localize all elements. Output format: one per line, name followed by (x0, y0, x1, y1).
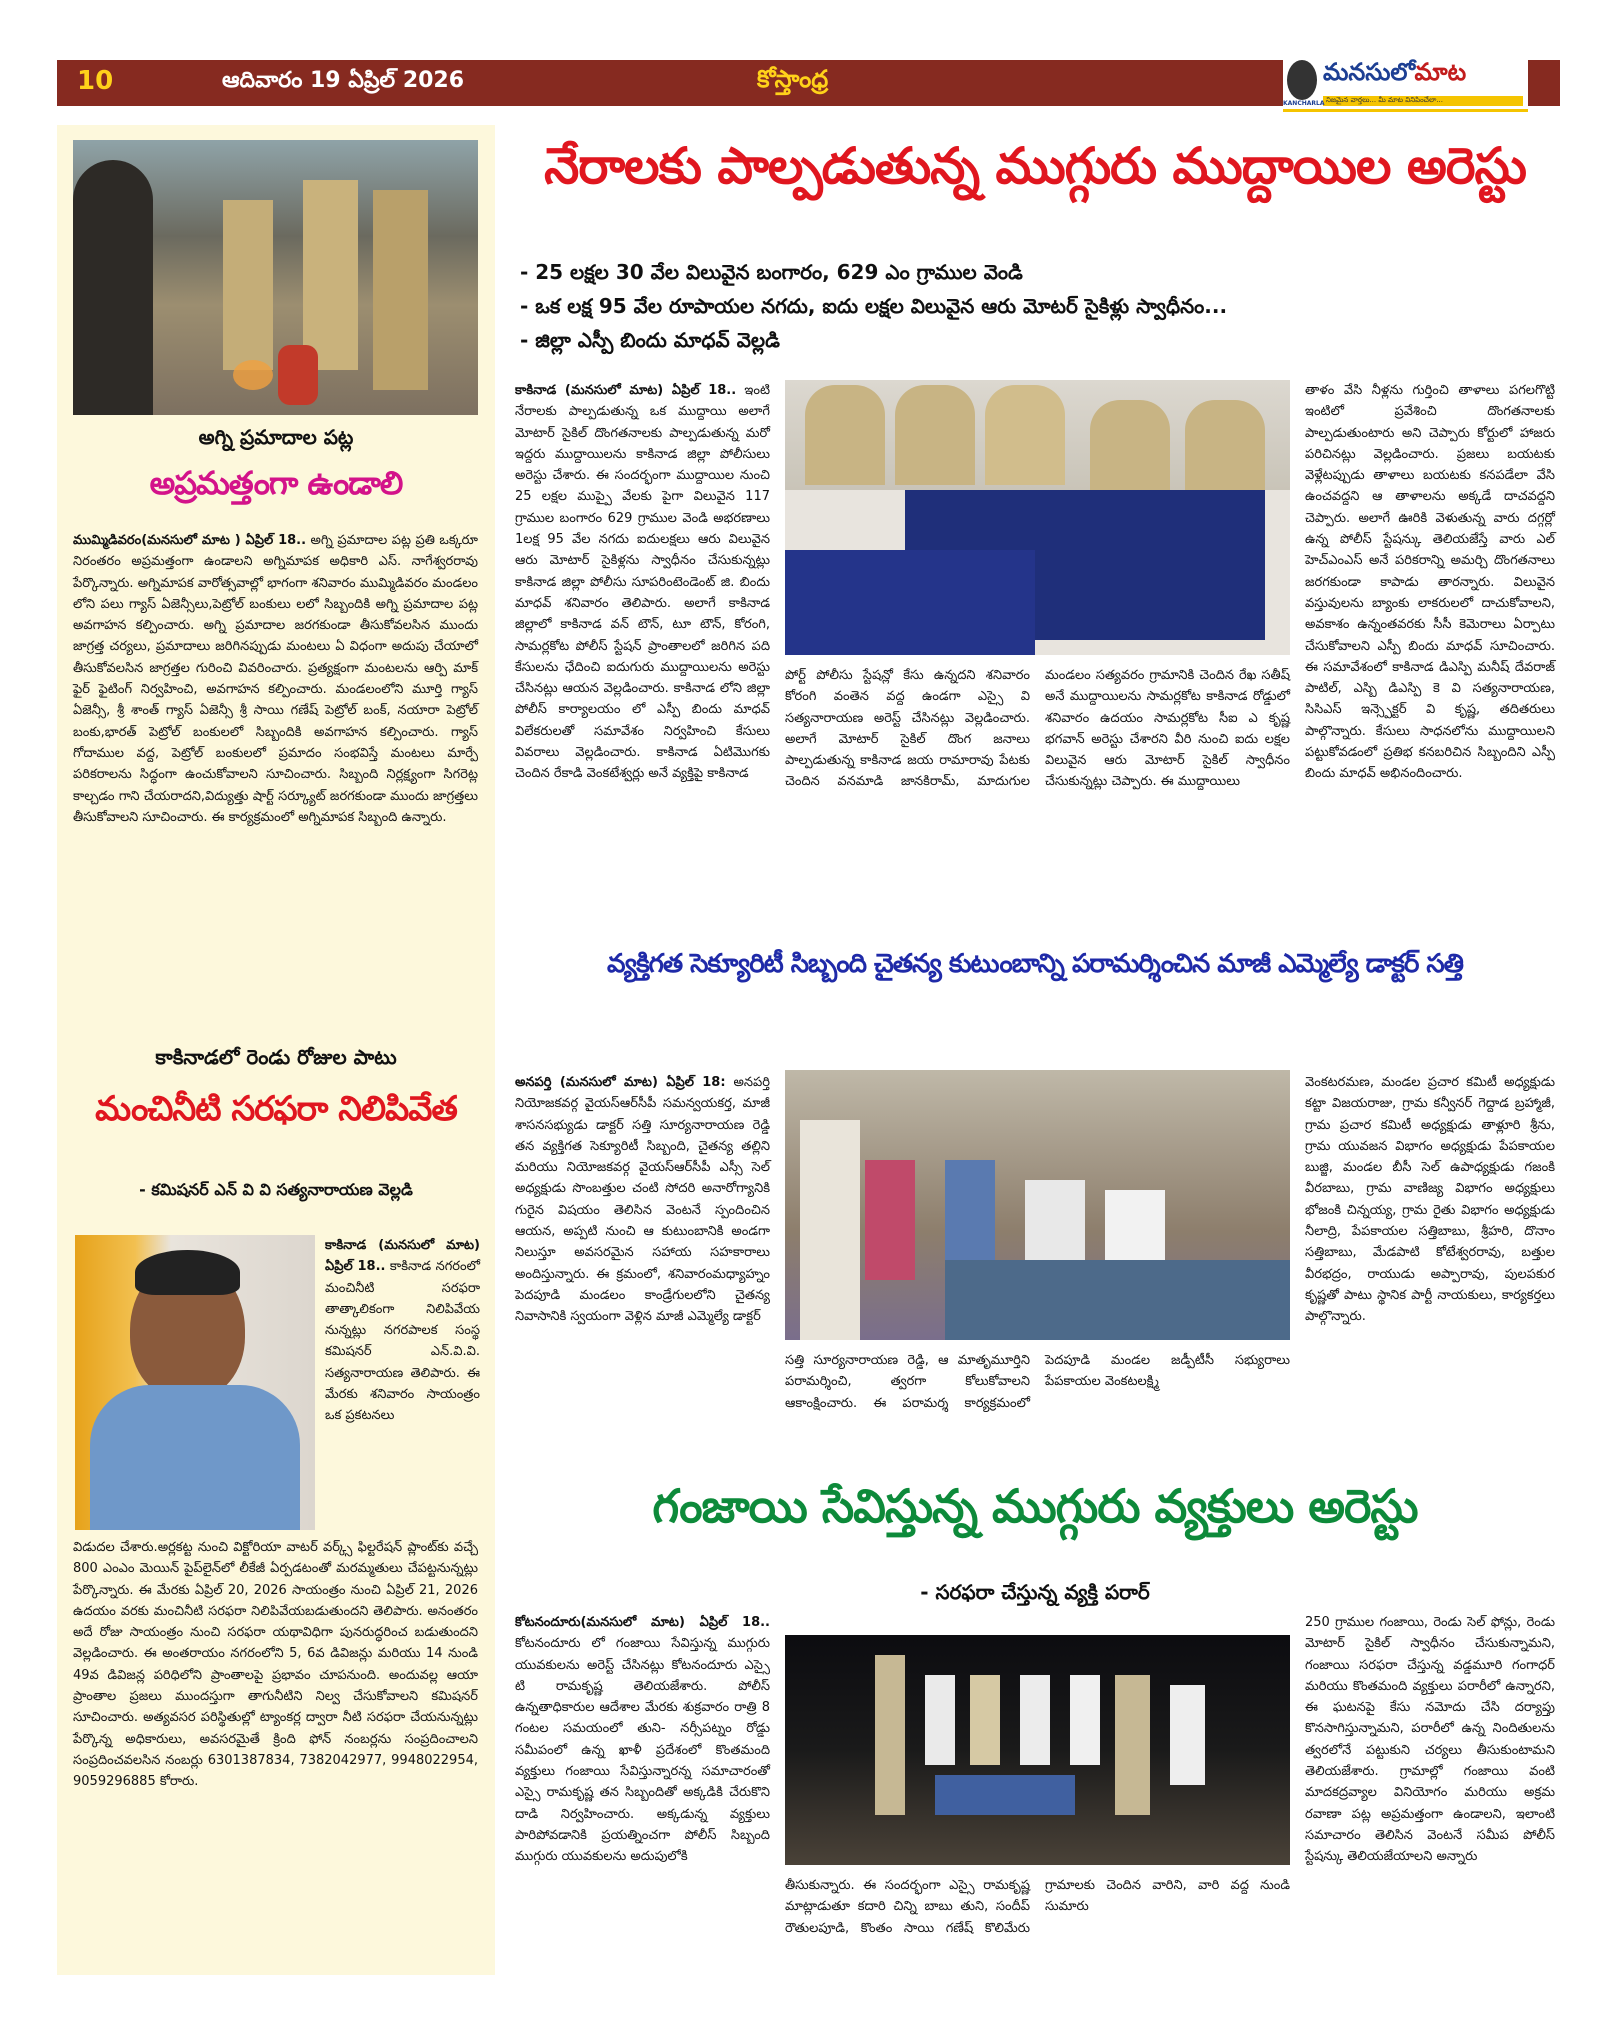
article-text: ఇంటి నేరాలకు పాల్పడుతున్న ఒక ముద్దాయి అలాగే మోటార్ సైకిల్ దొంగతనాలకు పాల్పడుతున్న మరో ఇద్దరు ముద్దాయిలను కాకినాడ జిల్లా పోలీసులు అరెస్టు చేశారు. ఈ సందర్భంగా ముద్దాయిల నుంచి 25 లక్షల ముప్పై వేలకు పైగా విలువైన 117 గ్రాముల బంగారం 629 గ్రాముల వెండి అభరణాలు 1లక్ష 95 వేల నగదు ఐదులక్షలు ఆరు విలువైన ఆరు మోటార్ సైకిళ్లను స్వాధీనం చేసుకున్నట్లు కాకినాడ జిల్లా పోలీసు సూపరింటెండెంట్ జి. బిందు మాధవ్ శనివారం తెలిపారు. అలాగే కాకినాడ జిల్లాలో కాకినాడ వన్ టౌన్, టూ టౌన్, కోరంగి, సామర్లకోట పోలీస్ స్టేషన్ ప్రాంతాలలో జరిగిన పది కేసులను ఛేదించి ఐదుగురు ముద్దాయిలను అరెస్టు చేసినట్లు ఆయన వెల్లడించారు. కాకినాడ లోని జిల్లా పోలీస్ కార్యాలయం లో ఎస్పీ బిందు మాధవ్ విలేకరులతో సమావేశం నిర్వహించి కేసులు వివరాలు వెల్లడించారు. కాకినాడ ఏటిమొగకు చెందిన రేకాడి వెంకటేశ్వర్లు అనే వ్యక్తిపై కాకినాడ (515, 383, 770, 782)
dateline: కాకినాడ (మనసులో మాట) ఏప్రిల్ 18.. (515, 383, 737, 398)
bullet: - 25 లక్షల 30 వేల విలువైన బంగారం, 629 ఎం గ్రాముల వెండి (520, 260, 1023, 284)
story2-col3: వెంకటరమణ, మండల ప్రచార కమిటీ అధ్యక్షుడు కట్టా విజయరాజు, గ్రామ కన్వీనర్ గెద్దాడ బ్రహ్మాజీ, గ్రామ ప్రచార కమిటీ అధ్యక్షుడు తాళ్లూరి శ్రీను, గ్రామ యువజన విభాగం అధ్యక్షుడు పేపకాయల బుజ్జి, మండల బీసీ సెల్ ఉపాధ్యక్షుడు గజంకి వీరబాబు, గ్రామ వాణిజ్య విభాగం అధ్యక్షులు భోజంకి చిన్నయ్య, గ్రామ రైతు విభాగం అధ్యక్షుడు నీలాద్రి, పేపకాయల సత్తిబాబు, శ్రీహరి, దొనాం సత్తిబాబు, మేడపాటి కోటేశ్వరరావు, బత్తుల వీరభద్రం, రాయుడు అప్పారావు, పులపకుర కృష్ణతో పాటు స్థానిక పార్టీ నాయకులు, కార్యకర్తలు పాల్గొన్నారు. (1305, 1075, 1555, 1325)
story3-col3: 250 గ్రాముల గంజాయి, రెండు సెల్ ఫోన్లు, రెండు మోటార్ సైకిల్ స్వాధీనం చేసుకున్నామని, గంజాయి సరఫరా చేస్తున్న వడ్డమూరి గంగాధర్ మరియు కొంతమంది వ్యక్తులు పరారీలో ఉన్నారని, ఈ ఘటనపై కేసు నమోదు చేసి దర్యాప్తు కొనసాగిస్తున్నామని, పరారీలో ఉన్న నిందితులను త్వరలోనే పట్టుకుని చర్యలు తీసుకుంటామని తెలియజేశారు. గ్రామాల్లో గంజాయి వంటి మాదకద్రవ్యాల వినియోగం మరియు అక్రమ రవాణా పట్ల అప్రమత్తంగా ఉండాలని, ఇలాంటి సమాచారం తెలిసిన వెంటనే సమీప పోలీస్ స్టేషన్కు తెలియజేయాలని అన్నారు (1305, 1615, 1555, 1865)
region-label: కోస్తాంధ్ర (757, 65, 829, 93)
dateline: ముమ్మిడివరం(మనసులో మాట ) ఏప్రిల్ 18.. (73, 533, 307, 548)
left-story2-side-text (325, 1235, 480, 1427)
story2-headline: వ్యక్తిగత సెక్యూరిటీ సిబ్బంది చైతన్య కుటుంబాన్ని పరామర్శించిన మాజీ ఎమ్మెల్యే డాక్టర్ సత్తి (606, 949, 1463, 979)
bullet: - జిల్లా ఎస్పీ బిందు మాధవ్ వెల్లడి (520, 328, 780, 352)
story3-headline: గంజాయి సేవిస్తున్న ముగ్గురు వ్యక్తులు అరెస్టు (652, 1479, 1418, 1533)
left-story1-headline: అప్రమత్తంగా ఉండాలి (149, 464, 403, 502)
left-story2-headline: మంచినీటి సరఫరా నిలిపివేత (95, 1089, 457, 1129)
logo-name-a: మనసులో (1323, 58, 1415, 86)
logo-tagline: నిజమైన వార్తలు... మీ మాట వినిపించేలా... (1323, 96, 1523, 106)
story3-col1 (515, 1612, 770, 1868)
story3-subhead: - సరఫరా చేస్తున్న వ్యక్తి పరార్ (920, 1580, 1150, 1604)
story1-bullets (520, 255, 1555, 357)
left-story2-subhead: - కమిషనర్ ఎన్ వి వి సత్యనారాయణ వెల్లడి (139, 1180, 413, 1199)
story1-headline: నేరాలకు పాల్పడుతున్న ముగ్గురు ముద్దాయిల అరెస్టు (544, 137, 1526, 195)
story3-col2: తీసుకున్నారు. ఈ సందర్భంగా ఎస్సై రామకృష్ణ మాట్లాడుతూ కదారి చిన్ని బాబు తుని, సందీప్ రౌతులపూడి, కొంతం సాయి గణేష్ కొలిమేరు గ్రామాలకు చెందిన వారిని, వారి వద్ద నుండి సుమారు (785, 1878, 1290, 1936)
arrest-photo (785, 1635, 1290, 1865)
dateline: కాకినాడ (మనసులో మాట) ఏప్రిల్ 18.. (325, 1238, 480, 1275)
press-meet-photo (785, 380, 1290, 655)
story1-col1 (515, 380, 770, 785)
issue-date: ఆదివారం 19 ఏప్రిల్ 2026 (222, 68, 465, 93)
article-text: అనపర్తి నియోజకవర్గ వైయస్ఆర్‌సీపీ సమన్వయకర్త, మాజీ శాసనసభ్యుడు డాక్టర్ సత్తి సూర్యనారాయణ రెడ్డి తన వ్యక్తిగత సెక్యూరిటీ సిబ్బంది, చైతన్య తల్లిని మరియు నియోజకవర్గ వైయస్ఆర్‌సీపీ ఎస్సీ సెల్ అధ్యక్షుడు సొంబత్తుల చంటి సోదరి అనారోగ్యానికి గురైన విషయం తెలిసిన వెంటనే స్పందించిన ఆయన, అప్పటి నుంచి ఆ కుటుంబానికి అండగా నిలుస్తూ అవసరమైన సహాయ సహకారాలు అందిస్తున్నారు. ఈ క్రమంలో, శనివారంమధ్యాహ్నం పెదపూడి మండలం కాండ్రేగులలోని చైతన్య నివాసానికి స్వయంగా వెళ్లిన మాజీ ఎమ్మెల్యే డాక్టర్ (515, 1075, 770, 1325)
dateline: కోటనందూరు(మనసులో మాట) ఏప్రిల్ 18.. (515, 1615, 770, 1630)
story1-col3: తాళం వేసి నీళ్లను గుర్తించి తాళాలు పగలగొట్టి ఇంటిలో ప్రవేశించి దొంగతనాలకు పాల్పడుతుంటారు అని చెప్పారు కోర్టులో హాజరు పరిచినట్లు వెల్లడించారు. ప్రజలు బయటకు వెళ్లేటప్పుడు తాళాలు బయటకు కనపడేలా వేసి ఉంచవద్దని ఆ తాళాలను అక్కడే దాచవద్దని చెప్పారు. అలాగే ఊరికి వెళుతున్న వారు దగ్గర్లో ఉన్న పోలీస్ స్టేషన్కు తెలియజేస్తే వారు ఎల్ హెచ్ఎంఎస్ అనే పరికరాన్ని అమర్చి దొంగతనాలు జరగకుండా కాపాడు తారన్నారు. విలువైన వస్తువులను బ్యాంకు లాకరులలో దాచుకోవాలని, అవకాశం ఉన్నంతవరకు సీసీ కెమెరాలు ఏర్పాటు చేసుకోవాలని ఎస్పీ బిందు మాధవ్ సూచించారు. ఈ సమావేశంలో కాకినాడ డిఎస్పి మనీష్ దేవరాజ్ పాటిల్, ఎస్బి డిఎస్పి కె వి సత్యనారాయణ, సిసిఎస్ ఇన్స్పెక్టర్ వి కృష్ణ, తదితరులు పాల్గొన్నారు. కేసులు సాధనలోను ముద్దాయిలని పట్టుకోవడంలో ప్రతిభ కనబరిచిన సిబ్బందిని ఎస్పీ బిందు మాధవ్ అభినందించారు. (1305, 383, 1555, 782)
left-story2-kicker: కాకినాడలో రెండు రోజుల పాటు (155, 1045, 397, 1069)
logo-portrait-icon (1287, 60, 1317, 100)
left-story2-body: విడుదల చేశారు.అర్లకట్ట నుంచి విక్టోరియా వాటర్ వర్క్స్ ఫిల్టరేషన్ ప్లాంట్‌కు వచ్చే 800 ఎంఎం మెయిన్ పైప్‌లైన్‌లో లీకేజీ ఏర్పడటంతో మరమ్మతులు చేపట్టనున్నట్లు పేర్కొన్నారు. ఈ మేరకు ఏప్రిల్ 20, 2026 సాయంత్రం నుంచి ఏప్రిల్ 21, 2026 ఉదయం వరకు మంచినీటి సరఫరా నిలిపివేయబడుతుందని తెలిపారు. అనంతరం అదే రోజు సాయంత్రం నుంచి సరఫరా యథావిధిగా పునరుద్ధరించ బడుతుందని వెల్లడించారు. ఈ అంతరాయం నగరంలోని 5, 6వ డివిజన్లు మరియు 14 నుండి 49వ డివిజన్ల పరిధిలోని ప్రాంతాలపై ప్రభావం చూపనుంది. అందువల్ల ఆయా ప్రాంతాల ప్రజలు ముందస్తుగా తాగునీటిని నిల్వ చేసుకోవాలని కమిషనర్ సూచించారు. అత్యవసర పరిస్థితుల్లో ట్యాంకర్ల ద్వారా నీటి సరఫరా చేయనున్నట్లు పేర్కొన్న అధికారులు, అవసరమైతే క్రింది ఫోన్ నంబర్లను సంప్రదించాలని సంప్రదించవలసిన నంబర్లు 6301387834, 7382042977, 9948022954, 9059296885 కోరారు. (73, 1540, 478, 1790)
fire-drill-photo (73, 140, 478, 415)
visit-photo (785, 1070, 1290, 1340)
story2-col1 (515, 1072, 770, 1328)
page-number: 10 (77, 66, 114, 96)
left-story1-body (73, 530, 478, 828)
logo-name-b: మాట (1414, 58, 1467, 86)
bullet: - ఒక లక్ష 95 వేల రూపాయల నగదు, ఐదు లక్షల విలువైన ఆరు మోటర్ సైకిళ్లు స్వాధీనం... (520, 294, 1228, 318)
story2-col2: సత్తి సూర్యనారాయణ రెడ్డి, ఆ మాతృమూర్తిని పరామర్శించి, త్వరగా కోలుకోవాలని ఆకాంక్షించారు. ఈ పరామర్శ కార్యక్రమంలో పెదపూడి మండల జడ్పీటీసీ సభ్యురాలు పేపకాయల వెంకటలక్ష్మి (785, 1353, 1290, 1411)
logo-brand: KANCHARLA (1283, 100, 1325, 107)
masthead-logo (1283, 56, 1528, 112)
left-story1-kicker: అగ్ని ప్రమాదాల పట్ల (198, 425, 354, 449)
article-text: కాకినాడ నగరంలో మంచినీటి సరఫరా తాత్కాలికంగా నిలిపివేయ నున్నట్లు నగరపాలక సంస్థ కమిషనర్ ఎన్.వి.వి. సత్యనారాయణ తెలిపారు. ఈ మేరకు శనివారం సాయంత్రం ఒక ప్రకటనలు (325, 1259, 480, 1424)
article-text: అగ్ని ప్రమాదాల పట్ల ప్రతి ఒక్కరూ నిరంతరం అప్రమత్తంగా ఉండాలని అగ్నిమాపక అధికారి ఎస్. నాగేశ్వరరావు పేర్కొన్నారు. అగ్నిమాపక వారోత్సవాల్లో భాగంగా శనివారం ముమ్మిడివరం మండలం లోని పలు గ్యాస్ ఏజెన్సీలు,పెట్రోల్ బంకులు లలో సిబ్బందికి అగ్ని ప్రమాదాల పట్ల అవగాహన కల్పించారు. అగ్ని ప్రమాదాల జరగకుండా తీసుకోవలసిన ముందు జాగ్రత్త చర్యలు, ప్రమాదాలు జరిగినప్పుడు మంటలు ఏ విధంగా అదుపు చేయాలో తీసుకోవలసిన జాగ్రత్తల గురించి వివరించారు. ప్రత్యక్షంగా మంటలను ఆర్పి మాక్ ఫైర్ ఫైటింగ్ నిర్వహించి, అవగాహన కల్పించారు. మండలంలోని మూర్తి గ్యాస్ ఏజెన్సీ, శ్రీ శాంత్ గ్యాస్ ఏజెన్సీ శ్రీ సాయి గణేష్ పెట్రోల్ బంక్, నయారా పెట్రోల్ బంకు,భారత్ పెట్రోల్ బంకులలో సిబ్బందికి అవగాహన కల్పించారు. గ్యాస్ గోదాముల వద్ద, పెట్రోల్ బంకులలో ప్రమాదం సంభవిస్తే మంటలు మార్పే పరికరాలను సిద్ధంగా ఉంచుకోవాలని సూచించారు. సిబ్బంది నిర్లక్ష్యంగా సిగరెట్ల కాల్చడం గాని చేయరాదని,విద్యుత్తు షార్ట్ సర్క్యూట్ జరగకుండా ముందు జాగ్రత్తలు తీసుకోవాలని సూచించారు. ఈ కార్యక్రమంలో అగ్నిమాపక సిబ్బంది ఉన్నారు. (73, 533, 478, 825)
article-text: కోటనందూరు లో గంజాయి సేవిస్తున్న ముగ్గురు యువకులను అరెస్ట్ చేసినట్లు కోటనందూరు ఎస్సై టి రామకృష్ణ తెలియజేశారు. పోలీస్ ఉన్నతాధికారుల ఆదేశాల మేరకు శుక్రవారం రాత్రి 8 గంటల సమయంలో తుని- నర్సీపట్నం రోడ్డు సమీపంలో ఉన్న ఖాళీ ప్రదేశంలో కొంతమంది వ్యక్తులు గంజాయి సేవిస్తున్నారన్న సమాచారంతో ఎస్సై రామకృష్ణ తన సిబ్బందితో అక్కడికి చేరుకొని దాడి నిర్వహించారు. అక్కడున్న వ్యక్తులు పారిపోవడానికి ప్రయత్నించగా పోలీస్ సిబ్బంది ముగ్గురు యువకులను అదుపులోకి (515, 1636, 770, 1865)
dateline: అనపర్తి (మనసులో మాట) ఏప్రిల్ 18: (515, 1075, 726, 1090)
commissioner-photo (75, 1235, 315, 1530)
story1-col2: పోర్ట్ పోలీసు స్టేషన్లో కేసు ఉన్నదని శనివారం కోరంగి వంతెన వద్ద ఉండగా ఎస్సై వి సత్యనారాయణ అరెస్ట్ చేసినట్లు వెల్లడించారు. అలాగే మోటార్ సైకిల్ దొంగ జనాలు పాల్పడుతున్న కాకినాడ జయ రామారావు పేటకు చెందిన వనమాడి జానకిరామ్, మాదుగుల మండలం సత్యవరం గ్రామానికి చెందిన రేఖ సతీష్ అనే ముద్దాయిలను సామర్లకోట కాకినాడ రోడ్డులో శనివారం ఉదయం సామర్లకోట సీఐ ఎ కృష్ణ భగవాన్ అరెస్టు చేశారని వీరి నుంచి ఐదు లక్షల విలువైన ఆరు మోటార్ సైకిల్ స్వాధీనం చేసుకున్నట్లు చెప్పారు. ఈ ముద్దాయిలు (785, 668, 1290, 790)
